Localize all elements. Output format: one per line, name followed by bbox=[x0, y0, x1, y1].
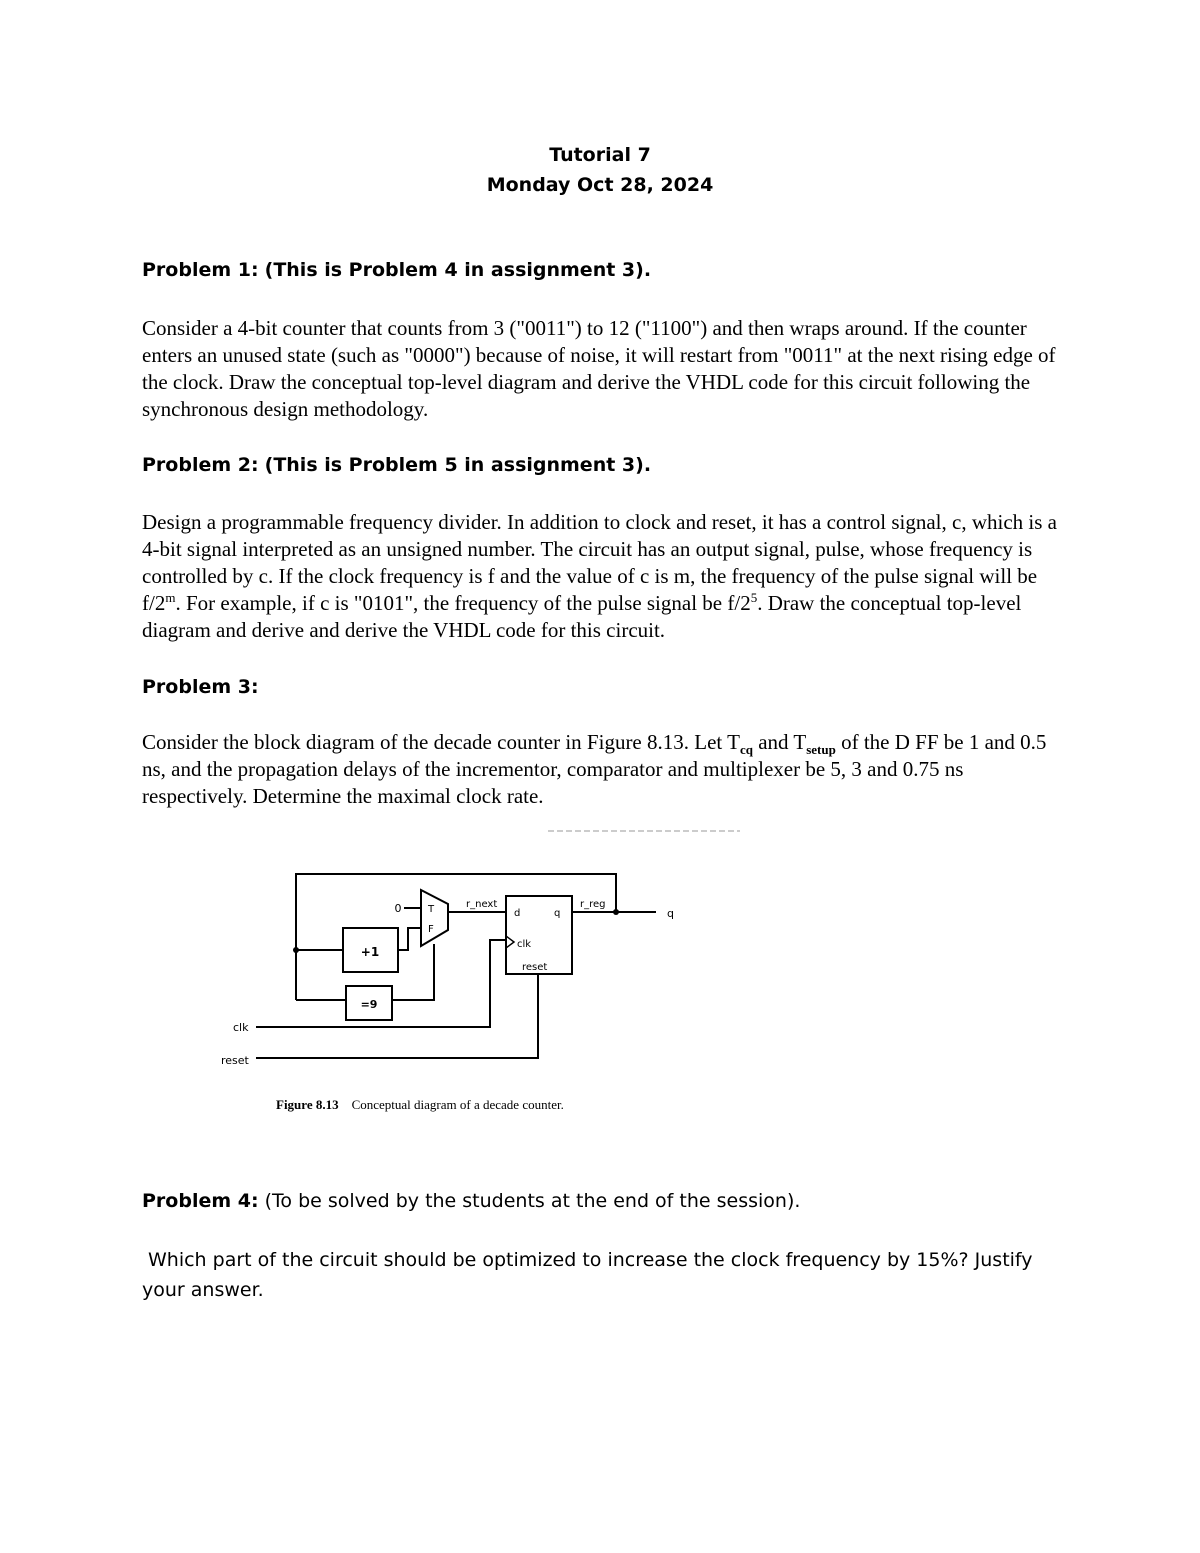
clk-input-label: clk bbox=[233, 1021, 249, 1034]
problem-2-text-c: . Draw the conceptual top-level diagram and derive and derive the VHDL code for this circuit. bbox=[142, 591, 1022, 642]
problem-3-text-c: of the D FF be 1 and 0.5 ns, and the propagation delays of the incrementor, comparator and multiplexer be 5, 3 and 0.75 ns respectively. Determine the maximal clock rate. bbox=[142, 730, 1047, 808]
r-next-label: r_next bbox=[466, 899, 498, 910]
figure-caption-label: Figure 8.13 bbox=[276, 1097, 339, 1112]
problem-4-body: Which part of the circuit should be optimized to increase the clock frequency by 15%? Justify your answer. bbox=[142, 1249, 1033, 1301]
problem-4-heading bbox=[142, 1190, 800, 1212]
output-q-label: q bbox=[667, 907, 674, 920]
decade-counter-diagram bbox=[0, 820, 1200, 1090]
problem-2-label: Problem 2: bbox=[142, 454, 259, 476]
ff-reset-label: reset bbox=[522, 962, 548, 973]
multiplexer-block bbox=[421, 890, 448, 946]
incrementor-output-wire bbox=[398, 928, 421, 950]
figure-caption-text: Conceptual diagram of a decade counter. bbox=[351, 1097, 564, 1112]
junction-dot bbox=[293, 947, 299, 953]
ff-d-label: d bbox=[514, 908, 521, 919]
problem-2-heading bbox=[142, 454, 651, 476]
ff-clk-label: clk bbox=[517, 939, 532, 950]
problem-1-label: Problem 1: bbox=[142, 259, 259, 281]
problem-3-heading bbox=[142, 676, 259, 698]
problem-2-exponent-5: 5 bbox=[750, 590, 758, 605]
problem-3-label: Problem 3: bbox=[142, 676, 259, 698]
document-title: Tutorial 7 bbox=[549, 144, 651, 166]
problem-2-exponent-m: m bbox=[165, 590, 176, 605]
problem-2-body bbox=[142, 509, 1067, 644]
problem-1-subtitle: (This is Problem 4 in assignment 3). bbox=[264, 259, 652, 281]
incrementor-label: +1 bbox=[360, 945, 380, 959]
mux-input-zero: 0 bbox=[394, 902, 402, 915]
problem-3-text-a: Consider the block diagram of the decade counter in Figure 8.13. Let T bbox=[142, 730, 740, 754]
mux-T-label: T bbox=[428, 904, 435, 915]
problem-1-text: Consider a 4-bit counter that counts from 3 ("0011") to 12 ("1100") and then wraps around. If the counter enters an unused state (such as "0000") because of noise, it will restart from "0011" at the next rising edge of the clock. Draw the conceptual top-level diagram and derive the VHDL code for this circuit following the synchronous design methodology. bbox=[142, 316, 1056, 421]
problem-2-text bbox=[142, 509, 1067, 644]
reset-wire bbox=[256, 974, 538, 1058]
problem-3-text bbox=[142, 729, 1067, 810]
problem-2-subtitle: (This is Problem 5 in assignment 3). bbox=[264, 454, 652, 476]
problem-3-body bbox=[142, 729, 1067, 810]
problem-3-subscript-cq: cq bbox=[739, 742, 753, 758]
problem-4-label: Problem 4: bbox=[142, 1190, 259, 1212]
problem-1-body bbox=[142, 315, 1067, 423]
reset-input-label: reset bbox=[221, 1054, 249, 1067]
problem-3-subscript-setup: setup bbox=[806, 742, 836, 758]
problem-2-text-b: . For example, if c is "0101", the frequency of the pulse signal be f/2 bbox=[175, 591, 751, 615]
mux-F-label: F bbox=[428, 924, 434, 935]
ff-q-label: q bbox=[554, 908, 561, 919]
problem-2-text-a: Design a programmable frequency divider. In addition to clock and reset, it has a control signal, c, which is a 4-bit signal interpreted as an unsigned number. The circuit has an output signal, pulse, whose frequency is controlled by c. If the clock frequency is f and the value of c is m, the frequency of the pulse signal will be f/2 bbox=[142, 510, 1057, 615]
figure-caption bbox=[276, 1097, 564, 1113]
problem-1-heading bbox=[142, 259, 651, 281]
comparator-label: =9 bbox=[360, 998, 378, 1011]
r-reg-label: r_reg bbox=[580, 899, 606, 910]
document-date: Monday Oct 28, 2024 bbox=[486, 174, 714, 196]
problem-3-text-b: and T bbox=[752, 730, 807, 754]
problem-4-subtitle: (To be solved by the students at the end of the session). bbox=[264, 1190, 801, 1212]
output-junction-dot bbox=[613, 909, 619, 915]
